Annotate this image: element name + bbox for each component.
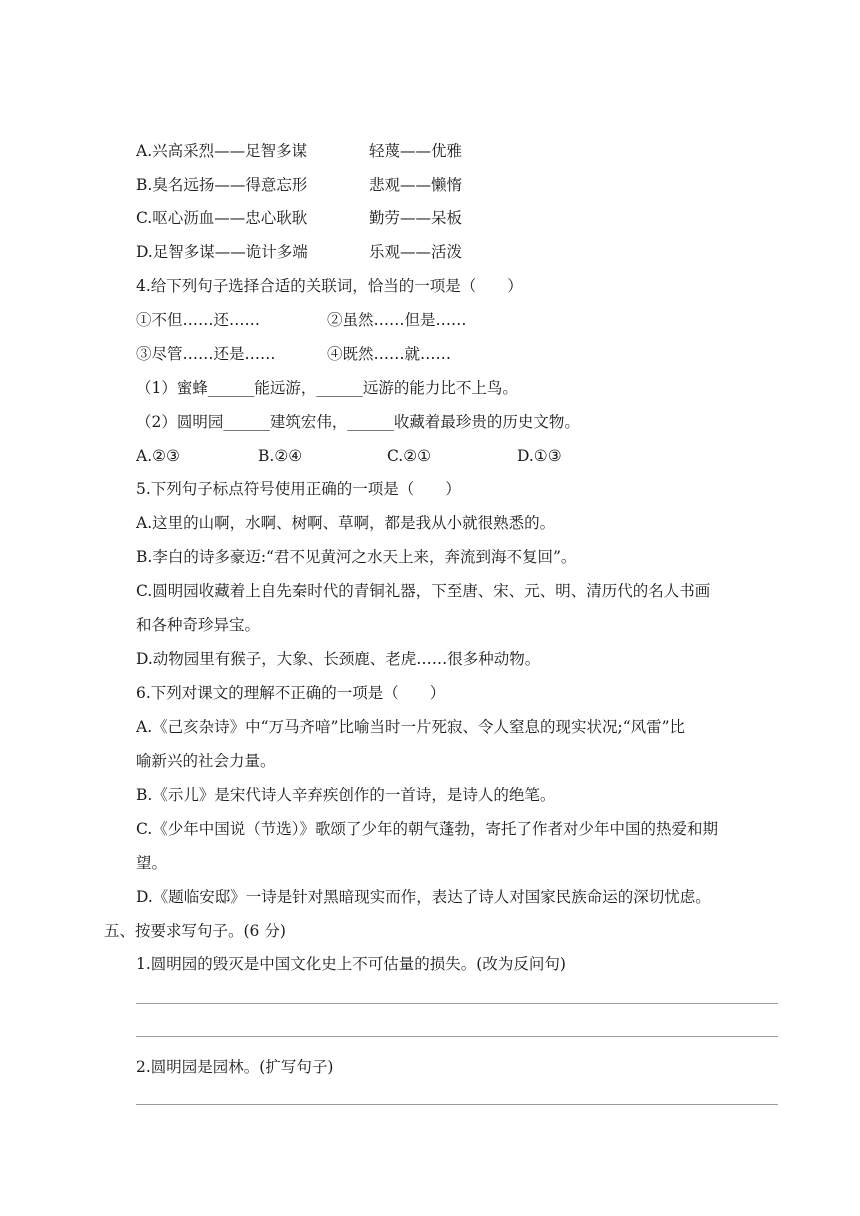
q4-option-b: B.②④ [258,447,303,465]
q6-option-a-line1: A.《己亥杂诗》中“万马齐喑”比喻当时一片死寂、令人窒息的现实状况;“风雷”比 [136,718,686,736]
section-5-question-1: 1.圆明园的毁灭是中国文化史上不可估量的损失。(改为反问句) [136,955,566,973]
q6-option-d: D.《题临安邸》一诗是针对黑暗现实而作，表达了诗人对国家民族命运的深切忧虑。 [136,888,711,906]
q5-option-d: D.动物园里有猴子，大象、长颈鹿、老虎……很多种动物。 [136,650,541,668]
q3-option-b-left: B.臭名远扬——得意忘形 [136,176,308,194]
q4-word-2: ②虽然……但是…… [327,311,467,329]
q3-option-a-left: A.兴高采烈——足智多谋 [136,142,308,160]
q4-word-3: ③尽管……还是…… [136,345,276,363]
q4-option-c: C.②① [387,447,432,465]
q3-option-d [136,242,463,262]
q4-sentence-2: （2）圆明园______建筑宏伟，______收藏着最珍贵的历史文物。 [136,413,580,431]
q6-option-c-line1: C.《少年中国说（节选）》歌颂了少年的朝气蓬勃，寄托了作者对少年中国的热爱和期 [136,820,718,838]
q4-word-1: ①不但……还…… [136,311,261,329]
q4-option-a: A.②③ [136,447,180,465]
q3-option-d-right: 乐观——活泼 [369,243,463,261]
q3-option-c [136,208,463,228]
q4-words-row2 [136,344,452,364]
q5-option-b: B.李白的诗多豪迈:“君不见黄河之水天上来，奔流到海不复回”。 [136,548,577,566]
q4-stem: 4.给下列句子选择合适的关联词，恰当的一项是（ ） [136,277,523,295]
q4-sentence-1: （1）蜜蜂______能远游，______远游的能力比不上鸟。 [136,379,518,397]
answer-line-2[interactable] [136,1036,778,1037]
answer-line-3[interactable] [136,1104,778,1105]
section-5-heading: 五、按要求写句子。(6 分) [104,922,286,940]
q5-option-c-line2: 和各种奇珍异宝。 [136,616,261,634]
q6-option-c-line2: 望。 [136,854,168,872]
q5-option-a: A.这里的山啊，水啊、树啊、草啊，都是我从小就很熟悉的。 [136,514,556,532]
q3-option-b [136,175,463,195]
q3-option-b-right: 悲观——懒惰 [369,176,463,194]
section-5-question-2: 2.圆明园是园林。(扩写句子) [136,1058,334,1076]
q3-option-c-right: 勤劳——呆板 [369,209,463,227]
answer-line-1[interactable] [136,1003,778,1004]
q3-option-c-left: C.呕心沥血——忠心耿耿 [136,209,308,227]
q6-option-b: B.《示儿》是宋代诗人辛弃疾创作的一首诗，是诗人的绝笔。 [136,786,556,804]
q6-option-a-line2: 喻新兴的社会力量。 [136,752,276,770]
q3-option-a-right: 轻蔑——优雅 [369,142,463,160]
q4-words-row1 [136,310,467,330]
q4-word-4: ④既然……就…… [327,345,452,363]
q4-options [136,446,736,466]
q6-stem: 6.下列对课文的理解不正确的一项是（ ） [136,684,446,702]
q5-option-c-line1: C.圆明园收藏着上自先秦时代的青铜礼器，下至唐、宋、元、明、清历代的名人书画 [136,582,711,600]
q4-option-d: D.①③ [517,447,562,465]
q5-stem: 5.下列句子标点符号使用正确的一项是（ ） [136,480,461,498]
q3-option-d-left: D.足智多谋——诡计多端 [136,243,308,261]
q3-option-a [136,141,463,161]
